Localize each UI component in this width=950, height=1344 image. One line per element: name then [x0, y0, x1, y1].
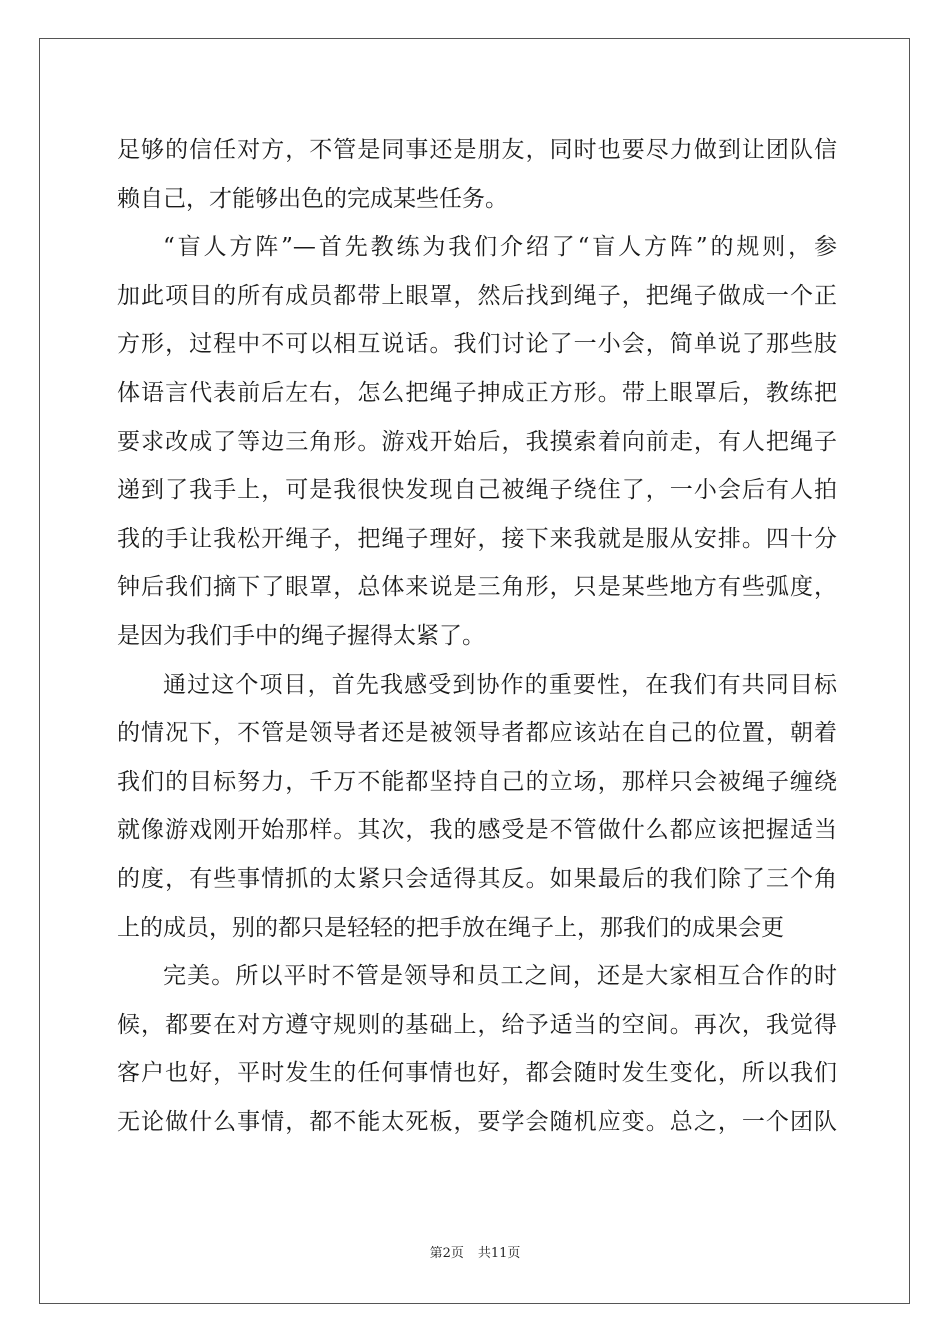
- text-line: 要求改成了等边三角形。游戏开始后，我摸索着向前走，有人把绳子: [117, 428, 837, 455]
- text-line: 我的手让我松开绳子，把绳子理好，接下来我就是服从安排。四十分: [117, 525, 837, 552]
- text-line: 足够的信任对方，不管是同事还是朋友，同时也要尽力做到让团队信: [117, 137, 837, 163]
- text-line: 客户也好，平时发生的任何事情也好，都会随时发生变化，所以我们: [117, 1060, 837, 1087]
- page-total: 共11页: [477, 1246, 521, 1261]
- text-line: 的度，有些事情抓的太紧只会适得其反。如果最后的我们除了三个角: [117, 865, 837, 892]
- text-line: 就像游戏刚开始那样。其次，我的感受是不管做什么都应该把握适当: [117, 817, 837, 844]
- text-line: 我们的目标努力，千万不能都坚持自己的立场，那样只会被绳子缠绕: [117, 768, 837, 795]
- text-line: 上的成员，别的都只是轻轻的把手放在绳子上，那我们的成果会更: [117, 914, 784, 941]
- text-line: “盲人方阵”—首先教练为我们介绍了“盲人方阵”的规则，参: [163, 234, 837, 261]
- page-number: 第2页: [429, 1246, 464, 1261]
- text-line: 无论做什么事情，都不能太死板，要学会随机应变。总之，一个团队: [117, 1108, 837, 1135]
- page-footer: [0, 1244, 950, 1264]
- text-line: 的情况下，不管是领导者还是被领导者都应该站在自己的位置，朝着: [117, 720, 837, 747]
- text-line: 体语言代表前后左右，怎么把绳子抻成正方形。带上眼罩后，教练把: [117, 379, 837, 406]
- text-line: 赖自己，才能够出色的完成某些任务。: [117, 185, 508, 212]
- text-line: 加此项目的所有成员都带上眼罩，然后找到绳子，把绳子做成一个正: [117, 282, 837, 309]
- text-line: 钟后我们摘下了眼罩，总体来说是三角形，只是某些地方有些弧度，: [117, 574, 837, 601]
- text-line: 递到了我手上，可是我很快发现自己被绳子绕住了，一小会后有人拍: [117, 477, 837, 504]
- text-line: 完美。所以平时不管是领导和员工之间，还是大家相互合作的时: [163, 963, 837, 990]
- text-line: 是因为我们手中的绳子握得太紧了。: [117, 622, 485, 649]
- document-body: [117, 126, 837, 1146]
- text-line: 方形，过程中不可以相互说话。我们讨论了一小会，简单说了那些肢: [117, 331, 837, 358]
- text-line: 通过这个项目，首先我感受到协作的重要性，在我们有共同目标: [163, 671, 837, 698]
- text-line: 候，都要在对方遵守规则的基础上，给予适当的空间。再次，我觉得: [117, 1011, 837, 1038]
